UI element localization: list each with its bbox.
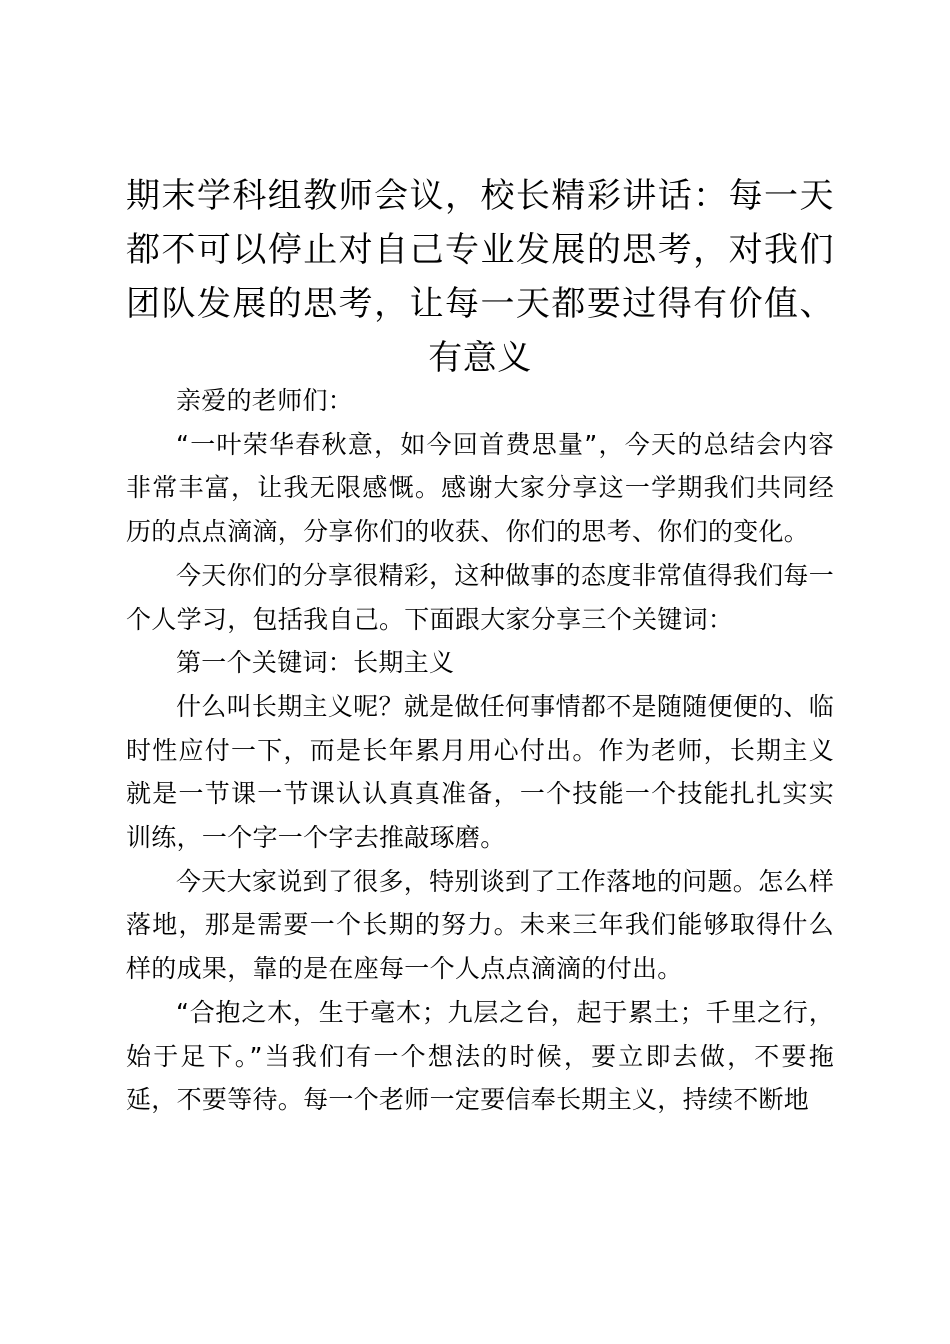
- paragraph-implementation: 今天大家说到了很多，特别谈到了工作落地的问题。怎么样落地，那是需要一个长期的努力。未来三年我们能够取得什么样的成果，靠的是在座每一个人点点滴滴的付出。: [126, 866, 834, 984]
- document-title: 期末学科组教师会议，校长精彩讲话：每一天都不可以停止对自己专业发展的思考，对我们团队发展的思考，让每一天都要过得有价值、有意义: [126, 176, 834, 378]
- paragraph-keyword-heading: 第一个关键词：长期主义: [176, 648, 455, 678]
- paragraph-salutation: 亲爱的老师们：: [176, 386, 354, 415]
- paragraph-sharing: 今天你们的分享很精彩，这种做事的态度非常值得我们每一个人学习，包括我自己。下面跟大家分享三个关键词：: [126, 560, 834, 634]
- document-body: [126, 379, 834, 1122]
- paragraph-long-termism: 什么叫长期主义呢？就是做任何事情都不是随随便便的、临时性应付一下，而是长年累月用心付出。作为老师，长期主义就是一节课一节课认认真真准备，一个技能一个技能扎扎实实训练，一个字一个字去推敲琢磨。: [126, 691, 834, 853]
- paragraph-opening: “一叶荣华春秋意，如今回首费思量”，今天的总结会内容非常丰富，让我无限感慨。感谢大家分享这一学期我们共同经历的点点滴滴，分享你们的收获、你们的思考、你们的变化。: [126, 429, 834, 547]
- paragraph-quote: “合抱之木，生于毫木；九层之台，起于累土；千里之行，始于足下。”当我们有一个想法的时候，要立即去做，不要拖延，不要等待。每一个老师一定要信奉长期主义，持续不断地: [126, 997, 834, 1115]
